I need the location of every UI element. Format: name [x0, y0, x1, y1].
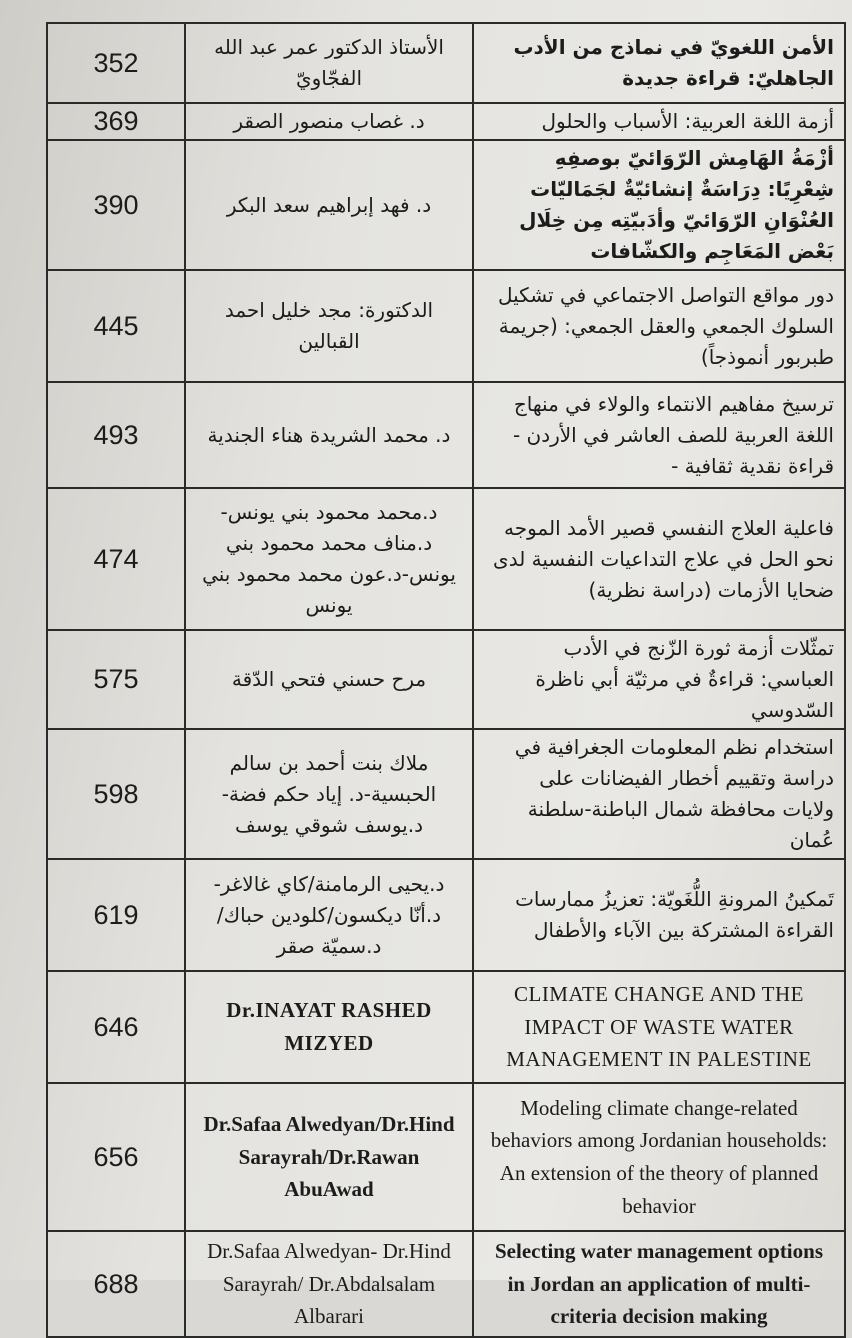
author-cell: د. فهد إبراهيم سعد البكر [185, 140, 473, 270]
author-cell: د. غصاب منصور الصقر [185, 103, 473, 140]
title-cell: الأمن اللغويّ في نماذج من الأدب الجاهليّ: قراءة جديدة [473, 23, 845, 103]
title-cell: ترسيخ مفاهيم الانتماء والولاء في منهاج اللغة العربية للصف العاشر في الأردن - قراءة نقدية ثقافية - [473, 382, 845, 488]
page-number: 352 [47, 23, 185, 103]
page-number: 493 [47, 382, 185, 488]
title-cell: دور مواقع التواصل الاجتماعي في تشكيل السلوك الجمعي والعقل الجمعي: (جريمة طبربور أنموذجاً) [473, 270, 845, 382]
table-row [47, 103, 845, 140]
author-cell: ملاك بنت أحمد بن سالم الحبسية-د. إياد حكم فضة- د.يوسف شوقي يوسف [185, 729, 473, 859]
author-cell: الأستاذ الدكتور عمر عبد الله الفجّاويّ [185, 23, 473, 103]
table-row [47, 140, 845, 270]
page-number: 445 [47, 270, 185, 382]
table-of-contents [46, 22, 846, 1338]
table-row [47, 488, 845, 630]
title-cell: CLIMATE CHANGE AND THE IMPACT OF WASTE WATER MANAGEMENT IN PALESTINE [473, 971, 845, 1083]
author-cell: د.محمد محمود بني يونس- د.مناف محمد محمود بني يونس-د.عون محمد محمود بني يونس [185, 488, 473, 630]
table-row [47, 971, 845, 1083]
table-row [47, 23, 845, 103]
author-cell: الدكتورة: مجد خليل احمد القبالين [185, 270, 473, 382]
table-row [47, 1083, 845, 1231]
table-row [47, 270, 845, 382]
author-cell: مرح حسني فتحي الدّقة [185, 630, 473, 729]
page-number: 575 [47, 630, 185, 729]
page-number: 474 [47, 488, 185, 630]
title-cell: Modeling climate change-related behaviors among Jordanian households: An extension of the theory of planned behavior [473, 1083, 845, 1231]
page-number: 369 [47, 103, 185, 140]
table-row [47, 859, 845, 971]
page-number: 656 [47, 1083, 185, 1231]
title-cell: Selecting water management options in Jordan an application of multi-criteria decision making [473, 1231, 845, 1337]
author-cell: Dr.Safaa Alwedyan- Dr.Hind Sarayrah/ Dr.Abdalsalam Albarari [185, 1231, 473, 1337]
page-number: 688 [47, 1231, 185, 1337]
table-row [47, 1231, 845, 1337]
page-number: 619 [47, 859, 185, 971]
page-number: 390 [47, 140, 185, 270]
author-cell: د.يحيى الرمامنة/كاي غالاغر- د.أنّا ديكسون/كلودين حباك/ د.سميّة صقر [185, 859, 473, 971]
table-row [47, 729, 845, 859]
title-cell: تمثّلات أزمة ثورة الزّنج في الأدب العباسي: قراءةٌ في مرثيّة أبي ناظرة السّدوسي [473, 630, 845, 729]
title-cell: أزمة اللغة العربية: الأسباب والحلول [473, 103, 845, 140]
author-cell: Dr.Safaa Alwedyan/Dr.Hind Sarayrah/Dr.Rawan AbuAwad [185, 1083, 473, 1231]
title-cell: فاعلية العلاج النفسي قصير الأمد الموجه نحو الحل في علاج التداعيات النفسية لدى ضحايا الأزمات (دراسة نظرية) [473, 488, 845, 630]
title-cell: أزْمَةُ الهَامِش الرّوَائيّ بوصفِهِ شِعْرِيًا: دِرَاسَةٌ إنشائيّةٌ لجَمَاليّات العُنْوَانِ الرّوَائيّ وأدَبيّتِه مِن خِلَال بَعْض المَعَاجِم والكشّافات [473, 140, 845, 270]
table-row [47, 382, 845, 488]
table-row [47, 630, 845, 729]
title-cell: تَمكينُ المرونةِ اللُّغَويّة: تعزيزُ ممارسات القراءة المشتركة بين الآباء والأطفال [473, 859, 845, 971]
page-number: 598 [47, 729, 185, 859]
author-cell: Dr.INAYAT RASHED MIZYED [185, 971, 473, 1083]
title-cell: استخدام نظم المعلومات الجغرافية في دراسة وتقييم أخطار الفيضانات على ولايات محافظة شمال الباطنة-سلطنة عُمان [473, 729, 845, 859]
page-number: 646 [47, 971, 185, 1083]
author-cell: د. محمد الشريدة هناء الجندية [185, 382, 473, 488]
